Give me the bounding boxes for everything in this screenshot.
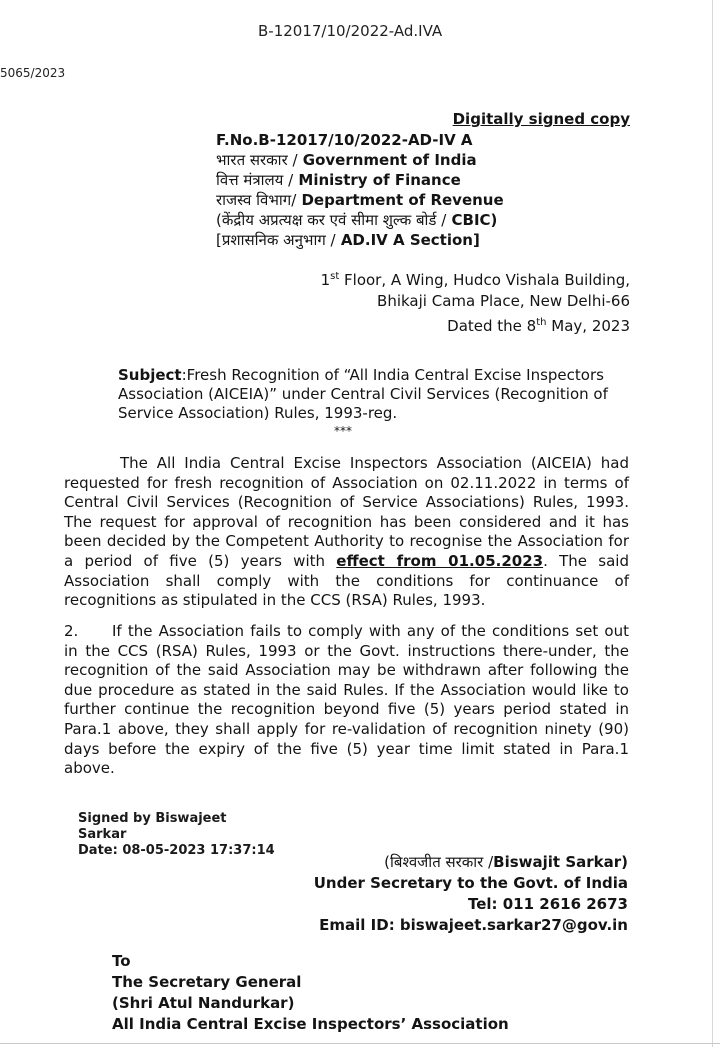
addressee-to: To (112, 952, 131, 970)
header-english: CBIC) (446, 211, 498, 229)
addressee-line: The Secretary General (112, 973, 302, 991)
subject-label: Subject (118, 366, 182, 384)
address-line-1 (321, 266, 630, 291)
header-hindi: वित्त मंत्रालय / (216, 171, 294, 189)
signatory-block (314, 852, 628, 936)
date-prefix: Dated the 8 (447, 317, 537, 335)
address-line-1-rest: Floor, A Wing, Hudco Vishala Building, (339, 271, 630, 289)
header-line-government (196, 150, 636, 170)
floor-number: 1 (320, 271, 331, 289)
paragraph-2 (64, 622, 629, 779)
paragraph-number: 2. (64, 622, 79, 640)
bottom-divider (0, 1043, 720, 1044)
section-separator: *** (334, 424, 352, 438)
digitally-signed-label: Digitally signed copy (452, 110, 630, 128)
signature-line: Sarkar (78, 827, 127, 842)
digital-signature-stamp (78, 811, 275, 859)
signatory-name (314, 852, 628, 873)
signatory-name-english: Biswajit Sarkar) (493, 853, 628, 871)
header-hindi: राजस्व विभाग/ (216, 191, 297, 209)
signatory-email: Email ID: biswajeet.sarkar27@gov.in (319, 916, 628, 934)
paragraph-1-text-end: . The said Association shall comply with the conditions for continuance of recognitions as stipulated in the CCS (RSA) Rules, 1993. (64, 551, 629, 610)
header-line-section (196, 230, 636, 250)
effective-date-emphasis: effect from 01.05.2023 (336, 551, 544, 570)
signature-date: Date: 08-05-2023 17:37:14 (78, 843, 275, 858)
subject-text: :Fresh Recognition of “All India Central Excise Inspectors Association (AICEIA)” under Central Civil Services (Recognition of Service Association) Rules, 1993-reg. (118, 366, 608, 422)
header-hindi: (केंद्रीय अप्रत्यक्ष कर एवं सीमा शुल्क बोर्ड / (216, 211, 447, 229)
top-file-reference: B-12017/10/2022-Ad.IVA (258, 22, 443, 40)
office-address (321, 266, 630, 337)
letter-header (196, 110, 636, 250)
letter-date (321, 312, 630, 337)
addressee-block (112, 951, 509, 1035)
signature-line: Signed by Biswajeet (78, 811, 227, 826)
header-hindi: भारत सरकार / (216, 151, 298, 169)
header-line-ministry (196, 170, 636, 190)
paragraph-2-text: If the Association fails to comply with any of the conditions set out in the CCS (RSA) Rules, 1993 or the Govt. instructions there-under, the recognition of the said Association may be withdrawn after following the due procedure as stated in the said Rules. If the Association would like to further continue the recognition beyond five (5) years period stated in Para.1 above, they shall apply for re-validation of recognition ninety (90) days before the expiry of the five (5) year time limit stated in Para.1 above. (64, 622, 629, 778)
addressee-line: (Shri Atul Nandurkar) (112, 994, 295, 1012)
header-line-department (196, 190, 636, 210)
header-hindi: [प्रशासनिक अनुभाग / (216, 231, 336, 249)
signatory-telephone: Tel: 011 2616 2673 (467, 895, 628, 913)
header-english: AD.IV A Section] (335, 231, 480, 249)
signatory-name-hindi: (बिश्वजीत सरकार / (384, 853, 494, 871)
page-fold-shadow (712, 0, 713, 1047)
date-suffix-sup: th (536, 317, 547, 328)
paragraph-1 (64, 454, 629, 611)
header-english: Department of Revenue (296, 191, 504, 209)
subject-line (118, 366, 633, 423)
header-line-cbic (196, 210, 636, 230)
side-reference-number: 5065/2023 (0, 66, 66, 80)
address-line-2: Bhikaji Cama Place, New Delhi-66 (377, 292, 630, 310)
signatory-designation: Under Secretary to the Govt. of India (313, 874, 628, 892)
paragraph-1-text: The All India Central Excise Inspectors Association (AICEIA) had requested for fresh recognition of Association on 02.11.2022 in terms of Central Civil Services (Recognition of Service Associations) Rules, 1993. The request for approval of recognition has been considered and it has been decided by the Competent Authority to recognise the Association for a period of five (5) years with (64, 454, 629, 570)
date-suffix: May, 2023 (546, 317, 630, 335)
header-english: Government of India (297, 151, 477, 169)
addressee-line: All India Central Excise Inspectors’ Association (112, 1015, 509, 1033)
file-number: F.No.B-12017/10/2022-AD-IV A (216, 131, 473, 149)
header-english: Ministry of Finance (293, 171, 461, 189)
floor-suffix: st (330, 271, 340, 282)
